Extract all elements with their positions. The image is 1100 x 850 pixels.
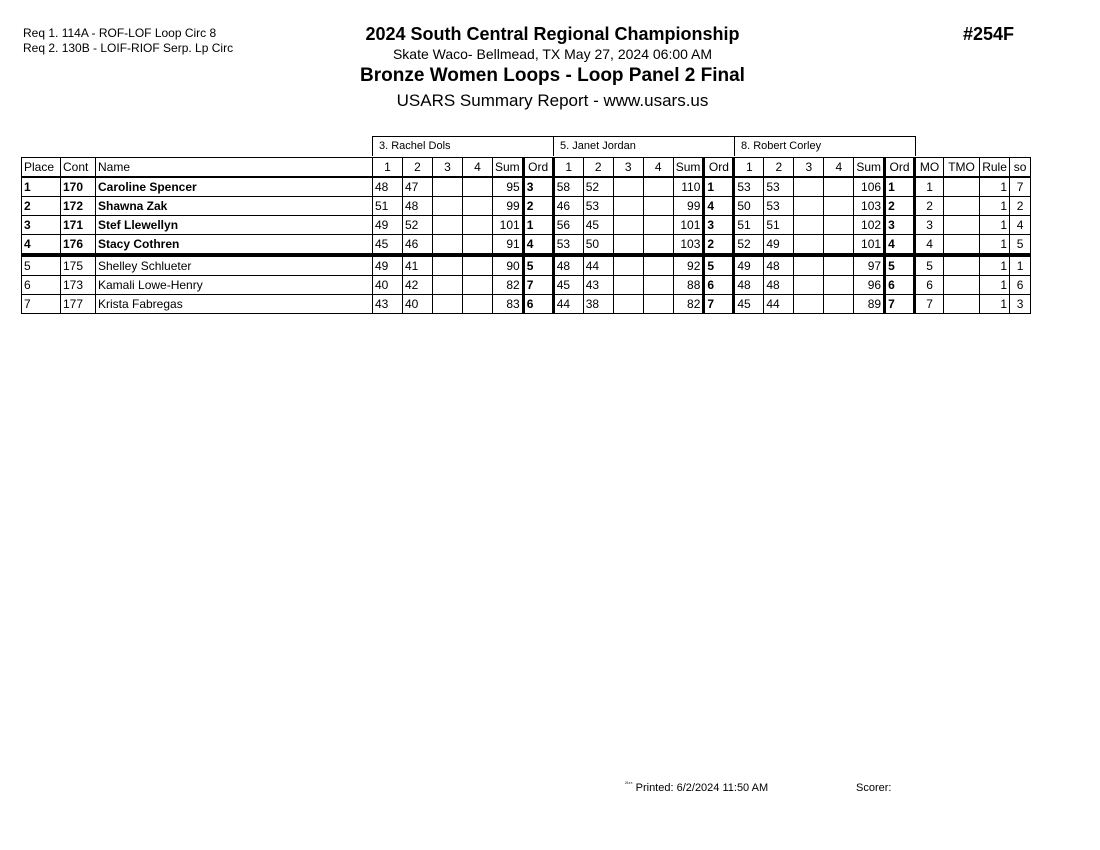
mo-cell: 7 — [915, 295, 944, 314]
judge-3-score-1: 49 — [734, 255, 764, 276]
col-name: Name — [96, 158, 373, 178]
mo-cell: 1 — [915, 177, 944, 197]
judge-3-score-3 — [794, 197, 824, 216]
judge-3-ordinal: 7 — [885, 295, 915, 314]
judge-2-score-4 — [643, 295, 673, 314]
table-row — [22, 216, 1031, 235]
col-j3-s3: 3 — [794, 158, 824, 178]
judge-2-name: 5. Janet Jordan — [553, 136, 735, 156]
judge-3-score-2: 53 — [764, 177, 794, 197]
skater-name-cell: Shawna Zak — [96, 197, 373, 216]
judge-3-score-4 — [824, 295, 854, 314]
table-row — [22, 197, 1031, 216]
judge-1-sum: 91 — [493, 235, 524, 256]
judge-1-score-2: 46 — [403, 235, 433, 256]
judge-1-sum: 83 — [493, 295, 524, 314]
judge-3-sum: 89 — [854, 295, 885, 314]
judge-2-ordinal: 3 — [704, 216, 734, 235]
cont-cell: 173 — [61, 276, 96, 295]
judge-2-score-4 — [643, 216, 673, 235]
judge-3-ordinal: 1 — [885, 177, 915, 197]
judge-3-sum: 102 — [854, 216, 885, 235]
place-cell: 4 — [22, 235, 61, 256]
judge-3-score-1: 48 — [734, 276, 764, 295]
judge-1-ordinal: 3 — [523, 177, 553, 197]
judge-1-score-2: 48 — [403, 197, 433, 216]
tmo-cell — [944, 177, 980, 197]
judge-1-score-2: 42 — [403, 276, 433, 295]
col-j1-s2: 2 — [403, 158, 433, 178]
judge-1-score-1: 49 — [373, 216, 403, 235]
place-cell: 2 — [22, 197, 61, 216]
judge-2-score-4 — [643, 177, 673, 197]
tmo-cell — [944, 255, 980, 276]
cont-cell: 171 — [61, 216, 96, 235]
table-row — [22, 295, 1031, 314]
judge-2-score-1: 56 — [553, 216, 583, 235]
skater-name-cell: Krista Fabregas — [96, 295, 373, 314]
judge-1-ordinal: 4 — [523, 235, 553, 256]
col-j3-ord: Ord — [885, 158, 915, 178]
judge-1-score-1: 49 — [373, 255, 403, 276]
judge-3-ordinal: 3 — [885, 216, 915, 235]
col-j2-s3: 3 — [613, 158, 643, 178]
judge-3-score-1: 51 — [734, 216, 764, 235]
judge-2-sum: 92 — [673, 255, 704, 276]
judge-3-score-1: 50 — [734, 197, 764, 216]
judge-1-score-3 — [433, 235, 463, 256]
so-cell: 3 — [1010, 295, 1031, 314]
table-row — [22, 177, 1031, 197]
report-title: USARS Summary Report - www.usars.us — [396, 91, 709, 110]
judge-2-sum: 103 — [673, 235, 704, 256]
judge-2-ordinal: 2 — [704, 235, 734, 256]
col-so: so — [1010, 158, 1031, 178]
mo-cell: 5 — [915, 255, 944, 276]
judge-2-ordinal: 5 — [704, 255, 734, 276]
judge-3-score-3 — [794, 276, 824, 295]
judge-3-ordinal: 6 — [885, 276, 915, 295]
print-info — [625, 782, 768, 794]
judge-2-sum: 99 — [673, 197, 704, 216]
skater-name-cell: Caroline Spencer — [96, 177, 373, 197]
col-j3-sum: Sum — [854, 158, 885, 178]
skater-name-cell: Stef Llewellyn — [96, 216, 373, 235]
judge-3-score-4 — [824, 255, 854, 276]
judge-2-score-1: 58 — [553, 177, 583, 197]
judge-1-score-1: 48 — [373, 177, 403, 197]
judge-3-sum: 101 — [854, 235, 885, 256]
judge-3-score-2: 49 — [764, 235, 794, 256]
judge-2-ordinal: 1 — [704, 177, 734, 197]
judge-3-score-2: 48 — [764, 255, 794, 276]
col-j1-ord: Ord — [523, 158, 553, 178]
judge-2-score-3 — [613, 197, 643, 216]
judge-2-score-1: 44 — [553, 295, 583, 314]
skater-name-cell: Kamali Lowe-Henry — [96, 276, 373, 295]
judge-1-ordinal: 1 — [523, 216, 553, 235]
results-table — [21, 157, 1031, 314]
judge-2-ordinal: 4 — [704, 197, 734, 216]
col-tmo: TMO — [944, 158, 980, 178]
col-rule: Rule — [980, 158, 1010, 178]
mo-cell: 4 — [915, 235, 944, 256]
judge-2-score-3 — [613, 255, 643, 276]
place-cell: 1 — [22, 177, 61, 197]
col-j2-ord: Ord — [704, 158, 734, 178]
tmo-cell — [944, 197, 980, 216]
judge-2-score-1: 48 — [553, 255, 583, 276]
skater-name-cell: Shelley Schlueter — [96, 255, 373, 276]
judge-3-ordinal: 5 — [885, 255, 915, 276]
judge-2-score-4 — [643, 197, 673, 216]
judge-3-score-1: 45 — [734, 295, 764, 314]
judge-3-name: 8. Robert Corley — [734, 136, 916, 156]
judge-3-score-2: 44 — [764, 295, 794, 314]
place-cell: 3 — [22, 216, 61, 235]
judge-3-score-4 — [824, 197, 854, 216]
judge-1-ordinal: 5 — [523, 255, 553, 276]
judge-1-score-3 — [433, 276, 463, 295]
judge-3-ordinal: 4 — [885, 235, 915, 256]
col-cont: Cont — [61, 158, 96, 178]
judge-3-sum: 96 — [854, 276, 885, 295]
judge-1-sum: 101 — [493, 216, 524, 235]
so-cell: 2 — [1010, 197, 1031, 216]
page-title: 2024 South Central Regional Championship — [365, 24, 740, 44]
rule-cell: 1 — [980, 295, 1010, 314]
so-cell: 4 — [1010, 216, 1031, 235]
rule-cell: 1 — [980, 235, 1010, 256]
mo-cell: 6 — [915, 276, 944, 295]
col-j2-s2: 2 — [583, 158, 613, 178]
judge-2-score-2: 50 — [583, 235, 613, 256]
judge-3-score-3 — [794, 177, 824, 197]
judge-3-score-4 — [824, 276, 854, 295]
rule-cell: 1 — [980, 276, 1010, 295]
judge-1-score-3 — [433, 216, 463, 235]
requirement-2: Req 2. 130B - LOIF-RIOF Serp. Lp Circ — [23, 41, 234, 55]
judge-2-score-2: 44 — [583, 255, 613, 276]
table-row — [22, 255, 1031, 276]
judge-1-score-4 — [463, 295, 493, 314]
judge-2-score-2: 53 — [583, 197, 613, 216]
judge-2-score-1: 45 — [553, 276, 583, 295]
judge-1-score-3 — [433, 197, 463, 216]
place-cell: 5 — [22, 255, 61, 276]
rule-cell: 1 — [980, 177, 1010, 197]
col-j2-sum: Sum — [673, 158, 704, 178]
requirement-1: Req 1. 114A - ROF-LOF Loop Circ 8 — [23, 26, 217, 40]
col-j3-s4: 4 — [824, 158, 854, 178]
judge-1-score-2: 47 — [403, 177, 433, 197]
so-cell: 1 — [1010, 255, 1031, 276]
col-j2-s4: 4 — [643, 158, 673, 178]
judge-2-score-3 — [613, 216, 643, 235]
judge-1-ordinal: 2 — [523, 197, 553, 216]
printed-timestamp: Printed: 6/2/2024 11:50 AM — [635, 782, 769, 794]
header-row — [22, 158, 1031, 178]
judge-3-score-2: 53 — [764, 197, 794, 216]
judge-1-ordinal: 6 — [523, 295, 553, 314]
mo-cell: 3 — [915, 216, 944, 235]
cont-cell: 170 — [61, 177, 96, 197]
col-place: Place — [22, 158, 61, 178]
judge-3-score-4 — [824, 177, 854, 197]
judge-3-score-3 — [794, 235, 824, 256]
judge-2-sum: 110 — [673, 177, 704, 197]
judge-1-score-4 — [463, 216, 493, 235]
so-cell: 6 — [1010, 276, 1031, 295]
col-j1-s1: 1 — [373, 158, 403, 178]
rule-cell: 1 — [980, 255, 1010, 276]
judge-1-name: 3. Rachel Dols — [372, 136, 554, 156]
judge-3-sum: 103 — [854, 197, 885, 216]
mo-cell: 2 — [915, 197, 944, 216]
judge-2-score-1: 46 — [553, 197, 583, 216]
judge-2-score-4 — [643, 255, 673, 276]
page-code: ²³⁴⁵ — [625, 781, 633, 787]
place-cell: 7 — [22, 295, 61, 314]
judge-3-score-2: 48 — [764, 276, 794, 295]
judge-2-score-2: 52 — [583, 177, 613, 197]
judge-1-score-3 — [433, 177, 463, 197]
judge-2-sum: 88 — [673, 276, 704, 295]
judge-2-score-2: 43 — [583, 276, 613, 295]
judge-2-score-1: 53 — [553, 235, 583, 256]
judge-3-score-3 — [794, 295, 824, 314]
judge-3-score-3 — [794, 216, 824, 235]
judge-1-ordinal: 7 — [523, 276, 553, 295]
skater-name-cell: Stacy Cothren — [96, 235, 373, 256]
judge-3-ordinal: 2 — [885, 197, 915, 216]
judge-2-sum: 82 — [673, 295, 704, 314]
judge-1-score-1: 43 — [373, 295, 403, 314]
table-row — [22, 276, 1031, 295]
col-j1-s3: 3 — [433, 158, 463, 178]
judge-2-score-3 — [613, 276, 643, 295]
judge-1-score-4 — [463, 177, 493, 197]
judge-1-score-2: 40 — [403, 295, 433, 314]
judge-3-score-4 — [824, 235, 854, 256]
judge-2-score-4 — [643, 276, 673, 295]
judge-2-score-2: 38 — [583, 295, 613, 314]
tmo-cell — [944, 295, 980, 314]
col-j1-sum: Sum — [493, 158, 524, 178]
judge-1-score-4 — [463, 255, 493, 276]
scorer-label: Scorer: — [856, 782, 892, 794]
cont-cell: 172 — [61, 197, 96, 216]
so-cell: 5 — [1010, 235, 1031, 256]
judge-1-sum: 82 — [493, 276, 524, 295]
judge-1-score-3 — [433, 255, 463, 276]
judge-3-score-3 — [794, 255, 824, 276]
judge-3-sum: 106 — [854, 177, 885, 197]
judge-1-sum: 95 — [493, 177, 524, 197]
col-j2-s1: 1 — [553, 158, 583, 178]
judge-3-score-1: 52 — [734, 235, 764, 256]
col-j3-s2: 2 — [764, 158, 794, 178]
event-number: #254F — [963, 24, 1015, 44]
cont-cell: 175 — [61, 255, 96, 276]
cont-cell: 177 — [61, 295, 96, 314]
table-row — [22, 235, 1031, 256]
judge-1-score-2: 41 — [403, 255, 433, 276]
place-cell: 6 — [22, 276, 61, 295]
so-cell: 7 — [1010, 177, 1031, 197]
judge-2-score-3 — [613, 295, 643, 314]
judge-1-score-2: 52 — [403, 216, 433, 235]
judge-2-ordinal: 6 — [704, 276, 734, 295]
judge-3-score-1: 53 — [734, 177, 764, 197]
judge-1-score-4 — [463, 235, 493, 256]
judge-2-ordinal: 7 — [704, 295, 734, 314]
judge-3-score-4 — [824, 216, 854, 235]
rule-cell: 1 — [980, 197, 1010, 216]
judge-1-score-4 — [463, 197, 493, 216]
judge-1-sum: 99 — [493, 197, 524, 216]
cont-cell: 176 — [61, 235, 96, 256]
event-title: Bronze Women Loops - Loop Panel 2 Final — [360, 65, 745, 86]
location-date: Skate Waco- Bellmead, TX May 27, 2024 06:00 AM — [392, 46, 713, 62]
judge-3-sum: 97 — [854, 255, 885, 276]
judge-1-score-4 — [463, 276, 493, 295]
judge-2-score-3 — [613, 235, 643, 256]
col-mo: MO — [915, 158, 944, 178]
judge-1-score-1: 45 — [373, 235, 403, 256]
judge-1-score-1: 51 — [373, 197, 403, 216]
col-j3-s1: 1 — [734, 158, 764, 178]
judge-1-score-3 — [433, 295, 463, 314]
judge-3-score-2: 51 — [764, 216, 794, 235]
tmo-cell — [944, 235, 980, 256]
judge-2-sum: 101 — [673, 216, 704, 235]
tmo-cell — [944, 216, 980, 235]
judge-2-score-2: 45 — [583, 216, 613, 235]
judge-1-sum: 90 — [493, 255, 524, 276]
rule-cell: 1 — [980, 216, 1010, 235]
tmo-cell — [944, 276, 980, 295]
col-j1-s4: 4 — [463, 158, 493, 178]
judge-2-score-3 — [613, 177, 643, 197]
judge-1-score-1: 40 — [373, 276, 403, 295]
judge-2-score-4 — [643, 235, 673, 256]
